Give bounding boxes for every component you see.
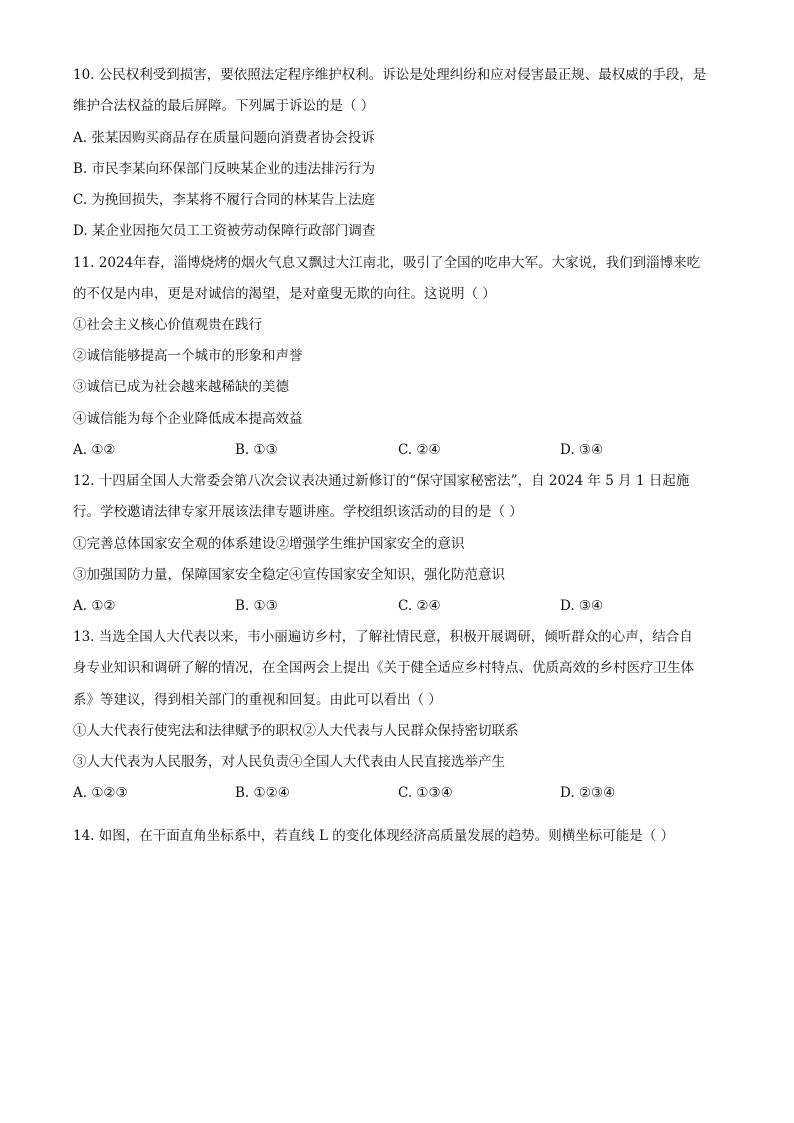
q13-option-b: B. ①②④ [235, 785, 290, 801]
q11-stem-line2: 的不仅是内串，更是对诚信的渴望，是对童叟无欺的向往。这说明（ ） [73, 286, 496, 302]
q11-statement-1: ①社会主义核心价值观贵在践行 [73, 317, 262, 333]
q10-option-a: A. 张某因购买商品存在质量问题向消费者协会投诉 [73, 130, 375, 146]
q10-option-c: C. 为挽回损失，李某将不履行合同的林某告上法庭 [73, 192, 375, 208]
q10-stem-line1: 10. 公民权利受到损害，要依照法定程序维护权利。诉讼是处理纠纷和应对侵害最正规、最权威的手段，是 [73, 67, 707, 83]
q12-stem-line1: 12. 十四届全国人大常委会第八次会议表决通过新修订的“保守国家秘密法”，自 2024 年 5 月 1 日起施 [73, 473, 690, 489]
q11-options [73, 441, 633, 459]
q11-option-b: B. ①③ [235, 442, 278, 458]
q10-option-d: D. 某企业因拖欠员工工资被劳动保障行政部门调查 [73, 223, 376, 239]
q13-option-a: A. ①②③ [73, 785, 128, 801]
q13-stem-line1: 13. 当选全国人大代表以来，韦小丽遍访乡村，了解社情民意，积极开展调研，倾听群众的心声，结合自 [73, 629, 693, 645]
q13-option-c: C. ①③④ [398, 785, 453, 801]
q12-statement-1: ①完善总体国家安全观的体系建设②增强学生维护国家安全的意识 [73, 536, 465, 552]
q12-statement-2: ③加强国防力量，保障国家安全稳定④宣传国家安全知识，强化防范意识 [73, 567, 505, 583]
q12-option-d: D. ③④ [560, 598, 604, 614]
q12-option-a: A. ①② [73, 598, 116, 614]
q13-option-d: D. ②③④ [560, 785, 616, 801]
q11-statement-3: ③诚信已成为社会越来越稀缺的美德 [73, 379, 289, 395]
q11-option-d: D. ③④ [560, 442, 604, 458]
q13-options [73, 784, 633, 802]
q13-stem-line3: 系》等建议，得到相关部门的重视和回复。由此可以看出（ ） [73, 692, 442, 708]
q12-options [73, 597, 633, 615]
q11-statement-2: ②诚信能够提高一个城市的形象和声誉 [73, 348, 303, 364]
q11-option-c: C. ②④ [398, 442, 441, 458]
q12-option-b: B. ①③ [235, 598, 278, 614]
q11-statement-4: ④诚信能为每个企业降低成本提高效益 [73, 411, 303, 427]
q11-stem-line1: 11. 2024年春，淄博烧烤的烟火气息又飘过大江南北，吸引了全国的吃串大军。大家说，我们到淄博来吃 [73, 255, 701, 271]
q12-stem-line2: 行。学校邀请法律专家开展该法律专题讲座。学校组织该活动的目的是（ ） [73, 504, 523, 520]
q10-stem-line2: 维护合法权益的最后屏障。下列属于诉讼的是（ ） [73, 98, 375, 114]
q14-stem-line1: 14. 如图，在干面直角坐标系中，若直线 L 的变化体现经济高质量发展的趋势。则横坐标可能是（ ） [73, 828, 675, 844]
q13-stem-line2: 身专业知识和调研了解的情况，在全国两会上提出《关于健全适应乡村特点、优质高效的乡村医疗卫生体 [73, 660, 694, 676]
q12-option-c: C. ②④ [398, 598, 441, 614]
q11-option-a: A. ①② [73, 442, 116, 458]
q10-option-b: B. 市民李某向环保部门反映某企业的违法排污行为 [73, 161, 376, 177]
q13-statement-1: ①人大代表行使宪法和法律赋予的职权②人大代表与人民群众保持密切联系 [73, 723, 519, 739]
q13-statement-2: ③人大代表为人民服务，对人民负责④全国人大代表由人民直接选举产生 [73, 754, 505, 770]
